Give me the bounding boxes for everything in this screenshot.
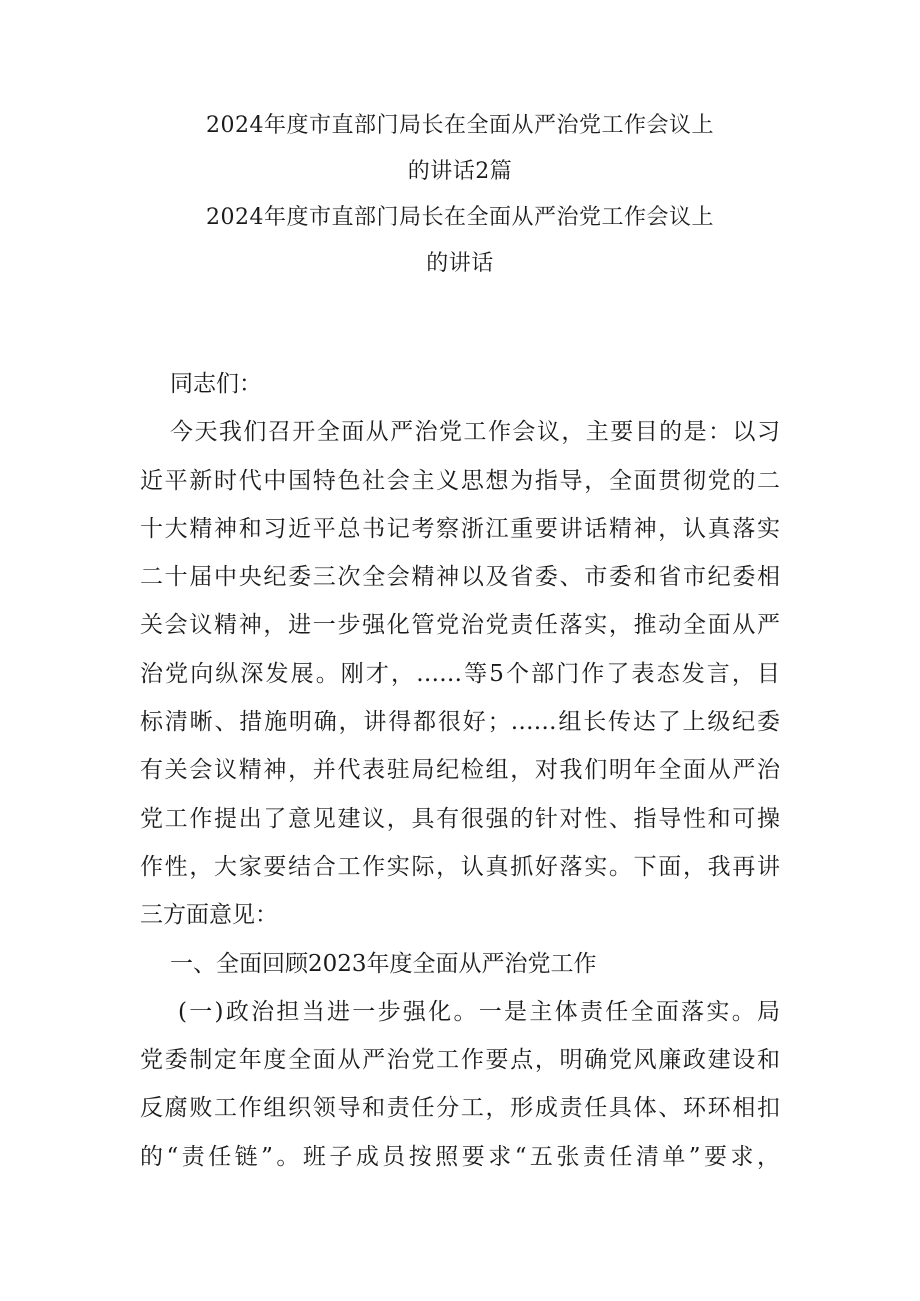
paragraph-2-line: 党委制定年度全面从严治党工作要点，明确党风廉政建设和 [140,1047,780,1074]
paragraph-1-line: 二十届中央纪委三次全会精神以及省委、市委和省市纪委相 [140,564,780,591]
greeting [140,360,780,408]
paragraph-1-line: 党工作提出了意见建议，具有很强的针对性、指导性和可操 [140,805,780,832]
paragraph-1-line: 三方面意见： [140,902,278,929]
document-body [140,360,780,1181]
title-line-2: 的讲话2篇 [407,159,513,184]
title-line-1: 2024年度市直部门局长在全面从严治党工作会议上 [206,113,714,138]
paragraph-2-line: (一)政治担当进一步强化。一是主体责任全面落实。局 [178,998,780,1025]
paragraph-1-line: 作性，大家要结合工作实际，认真抓好落实。下面，我再讲 [140,853,780,880]
paragraph-1 [140,408,780,939]
paragraph-1-line: 治党向纵深发展。刚才，……等5个部门作了表态发言，目 [140,660,780,687]
paragraph-1-line: 有关会议精神，并代表驻局纪检组，对我们明年全面从严治 [140,757,780,784]
section-heading-line: 一、全面回顾2023年度全面从严治党工作 [170,950,597,977]
document-title [0,113,920,297]
paragraph-1-line: 标清晰、措施明确，讲得都很好；……组长传达了上级纪委 [140,709,780,736]
title-line-4: 的讲话 [426,251,494,276]
paragraph-2-line: 的“责任链”。班子成员按照要求“五张责任清单”要求， [140,1143,780,1170]
paragraph-2 [140,988,780,1181]
paragraph-1-line: 近平新时代中国特色社会主义思想为指导，全面贯彻党的二 [140,467,780,494]
greeting-line: 同志们： [170,371,262,397]
paragraph-2-line: 反腐败工作组织领导和责任分工，形成责任具体、环环相扣 [140,1095,780,1122]
section-heading-1 [140,940,780,988]
paragraph-1-line: 今天我们召开全面从严治党工作会议，主要目的是：以习 [170,419,780,446]
title-line-3: 2024年度市直部门局长在全面从严治党工作会议上 [206,205,714,230]
paragraph-1-line: 关会议精神，进一步强化管党治党责任落实，推动全面从严 [140,612,780,639]
paragraph-1-line: 十大精神和习近平总书记考察浙江重要讲话精神，认真落实 [140,515,780,542]
